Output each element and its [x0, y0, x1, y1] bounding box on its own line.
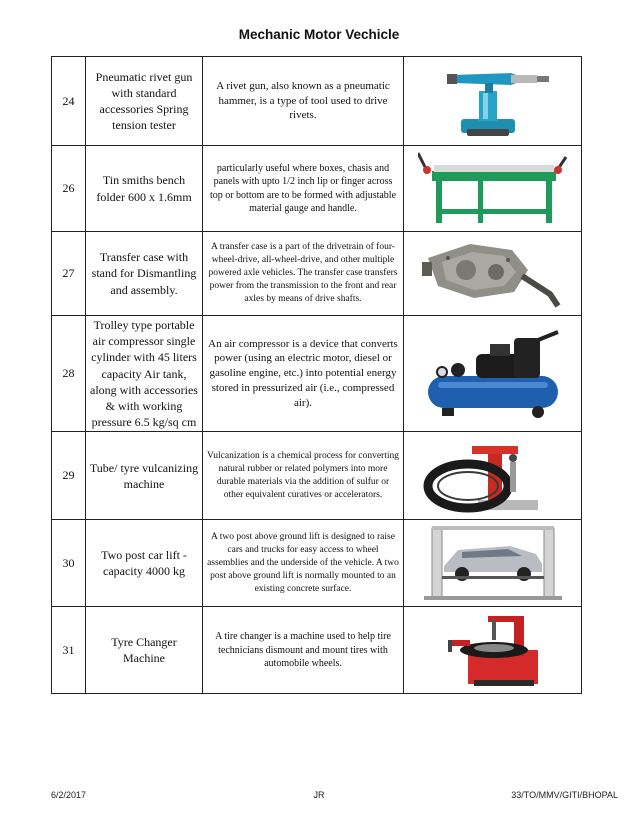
- table-row: [52, 316, 582, 432]
- item-name: Pneumatic rivet gun with standard accessories Spring tension tester: [86, 57, 203, 146]
- air-compressor-image: [404, 316, 582, 432]
- table-row: [52, 146, 582, 232]
- item-description: An air compressor is a device that converts power (using an electric motor, diesel or gasoline engine, etc.) into potential energy stored in pressurized air (i.e., compressed air).: [203, 316, 404, 432]
- item-description: A rivet gun, also known as a pneumatic hammer, is a type of tool used to drive rivets.: [203, 57, 404, 146]
- equipment-table: [51, 56, 582, 694]
- item-name: Tube/ tyre vulcanizing machine: [86, 432, 203, 520]
- footer-code: 33/TO/MMV/GITI/BHOPAL: [511, 790, 618, 800]
- footer-author: JR: [313, 790, 325, 800]
- item-description: Vulcanization is a chemical process for converting natural rubber or related polymers into more durable materials via the addition of sulfur or other equivalent curatives or accelerators.: [203, 432, 404, 520]
- vulcanizing-machine-image: [404, 432, 582, 520]
- item-name: Two post car lift - capacity 4000 kg: [86, 520, 203, 607]
- item-description: A transfer case is a part of the drivetrain of four-wheel-drive, all-wheel-drive, and other multiple powered axle vehicles. The transfer case transfers power from the transmission to the front and rear axles by means of drive shafts.: [203, 232, 404, 316]
- serial-number: 27: [52, 232, 86, 316]
- serial-number: 30: [52, 520, 86, 607]
- car-lift-image: [404, 520, 582, 607]
- item-name: Tyre Changer Machine: [86, 607, 203, 694]
- serial-number: 31: [52, 607, 86, 694]
- serial-number: 24: [52, 57, 86, 146]
- footer-date: 6/2/2017: [51, 790, 87, 800]
- table-row: [52, 520, 582, 607]
- serial-number: 29: [52, 432, 86, 520]
- serial-number: 26: [52, 146, 86, 232]
- rivet-gun-image: [404, 57, 582, 146]
- table-row: [52, 432, 582, 520]
- item-name: Tin smiths bench folder 600 x 1.6mm: [86, 146, 203, 232]
- serial-number: 28: [52, 316, 86, 432]
- item-name: Transfer case with stand for Dismantling and assembly.: [86, 232, 203, 316]
- table-row: [52, 57, 582, 146]
- item-description: particularly useful where boxes, chasis and panels with upto 1/2 inch lip or finger across top or bottom are to be formed with adjustable material gauge and handle.: [203, 146, 404, 232]
- page-title: Mechanic Motor Vechicle: [238, 27, 400, 42]
- tyre-changer-image: [404, 607, 582, 694]
- item-name: Trolley type portable air compressor single cylinder with 45 liters capacity Air tank, along with accessories & with working pressure 6.5 kg/sq cm: [86, 316, 203, 432]
- bench-folder-image: [404, 146, 582, 232]
- item-description: A two post above ground lift is designed to raise cars and trucks for easy access to wheel assemblies and the underside of the vehicle. A two post above ground lift is normally mounted to an existing concrete surface.: [203, 520, 404, 607]
- table-row: [52, 232, 582, 316]
- table-row: [52, 607, 582, 694]
- item-description: A tire changer is a machine used to help tire technicians dismount and mount tires with automobile wheels.: [203, 607, 404, 694]
- transfer-case-image: [404, 232, 582, 316]
